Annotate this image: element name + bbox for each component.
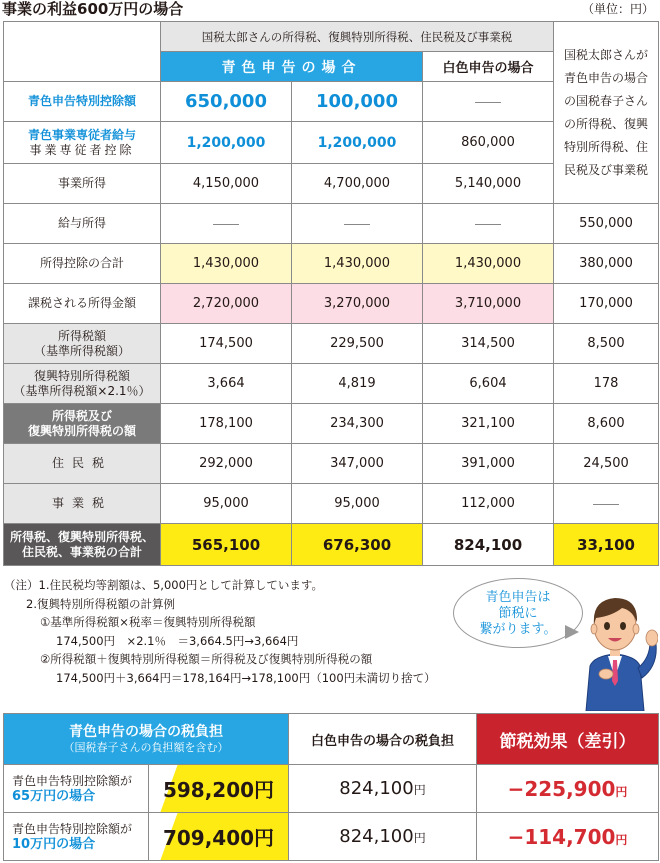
cell-value: 380,000 — [554, 244, 659, 284]
cell-value: 4,700,000 — [292, 164, 423, 204]
blue-burden-title: 青色申告の場合の税負担 — [69, 724, 223, 740]
row-label: 事業税 — [4, 484, 161, 524]
row-label-line: 青色事業専従者給与 — [27, 127, 136, 142]
cell-value: 112,000 — [423, 484, 554, 524]
cell-value: 292,000 — [161, 444, 292, 484]
blue-burden-value: 598,200 — [162, 778, 255, 802]
cell-value: 6,604 — [423, 364, 554, 404]
yen-unit: 円 — [413, 831, 426, 845]
case-label-line: 青色申告特別控除額が — [12, 773, 133, 788]
saving-value: −225,900 — [507, 776, 616, 801]
cell-value: 2,720,000 — [161, 284, 292, 324]
blue-burden-value: 709,400 — [162, 826, 255, 850]
row-label: 所得控除の合計 — [4, 244, 161, 284]
white-return-header: 白色申告の場合 — [423, 52, 554, 82]
cell-value: 95,000 — [161, 484, 292, 524]
tax-comparison-table — [3, 21, 659, 566]
cell-value: 4,150,000 — [161, 164, 292, 204]
blue-burden-header — [4, 714, 289, 765]
saving-effect-header: 節税効果（差引） — [477, 714, 659, 765]
dash-mark — [475, 102, 501, 103]
case-label-line: 青色申告特別控除額が — [12, 821, 133, 836]
row-label: 課税される所得金額 — [4, 284, 161, 324]
row-label: 事業所得 — [4, 164, 161, 204]
row-label-line: 住民税、事業税の合計 — [21, 544, 142, 559]
dash-mark — [593, 504, 619, 505]
note-line: 2.復興特別所得税額の計算例 — [26, 596, 175, 611]
page-title: 事業の利益600万円の場合 — [2, 0, 184, 18]
cell-value: 650,000 — [161, 82, 292, 122]
corner-cell — [4, 22, 161, 82]
white-burden-value: 824,100 — [339, 826, 414, 847]
cell-value: 1,200,000 — [292, 122, 423, 164]
note-line: 174,500円 ×2.1％ ＝3,664.5円→3,664円 — [56, 633, 299, 648]
unit-label: （単位：円） — [581, 2, 654, 16]
white-burden-cell — [289, 765, 477, 813]
side-header-line: 国税太郎さんが — [564, 47, 649, 62]
note-line: （注）1.住民税均等割額は、5,000円として計算しています。 — [4, 578, 323, 592]
cell-value: 347,000 — [292, 444, 423, 484]
yen-unit: 円 — [615, 784, 628, 799]
cell-value: 3,710,000 — [423, 284, 554, 324]
cell-value: 860,000 — [423, 122, 554, 164]
dash-cell — [554, 484, 659, 524]
yen-unit: 円 — [254, 778, 275, 802]
saving-cell — [477, 765, 659, 813]
row-label: 給与所得 — [4, 204, 161, 244]
cell-value: 314,500 — [423, 324, 554, 364]
cell-value: 24,500 — [554, 444, 659, 484]
row-label: 住民税 — [4, 444, 161, 484]
cell-value: 391,000 — [423, 444, 554, 484]
cell-value: 1,430,000 — [292, 244, 423, 284]
speech-bubble — [453, 578, 583, 648]
blue-burden-subtitle: （国税春子さんの負担額を含む） — [63, 741, 229, 754]
row-label-line: 復興特別所得税額 — [33, 368, 130, 383]
side-header-line: の所得税、復興 — [564, 116, 649, 131]
white-burden-header: 白色申告の場合の税負担 — [289, 714, 477, 765]
side-header-line: 青色申告の場合 — [564, 70, 649, 85]
case-label-line: 10万円の場合 — [12, 836, 96, 852]
cell-value: 1,200,000 — [161, 122, 292, 164]
white-burden-cell — [289, 813, 477, 861]
cell-value: 3,664 — [161, 364, 292, 404]
total-cell: 33,100 — [554, 524, 659, 566]
saving-cell — [477, 813, 659, 861]
cell-value: 321,100 — [423, 404, 554, 444]
cell-value: 550,000 — [554, 204, 659, 244]
row-label-line: 所得税、復興特別所得税、 — [9, 529, 154, 544]
dash-cell — [423, 82, 554, 122]
row-label-line: 所得税額 — [57, 328, 106, 343]
notes — [4, 576, 436, 688]
row-label — [4, 324, 161, 364]
cell-value: 100,000 — [292, 82, 423, 122]
cell-value: 3,270,000 — [292, 284, 423, 324]
note-line: ②所得税額＋復興特別所得税額＝所得税及び復興特別所得税の額 — [40, 652, 373, 667]
row-label-line: 復興特別所得税の額 — [27, 423, 136, 438]
row-label: 青色申告特別控除額 — [4, 82, 161, 122]
dash-cell — [292, 204, 423, 244]
blue-burden-cell — [149, 813, 289, 861]
blue-return-header: 青色申告の場合 — [161, 52, 423, 82]
yen-unit: 円 — [413, 783, 426, 797]
businessman-illustration — [572, 586, 658, 711]
case-label-line: 65万円の場合 — [12, 788, 96, 804]
dash-mark — [344, 224, 370, 225]
row-label — [4, 524, 161, 566]
saving-value: −114,700 — [507, 824, 616, 849]
cell-value: 5,140,000 — [423, 164, 554, 204]
side-header-line: の国税春子さん — [564, 93, 649, 108]
bubble-line: 繋がります。 — [479, 622, 557, 637]
dash-mark — [213, 224, 239, 225]
cell-value: 1,430,000 — [161, 244, 292, 284]
yen-unit: 円 — [254, 826, 275, 850]
yen-unit: 円 — [615, 832, 628, 847]
cell-value: 178,100 — [161, 404, 292, 444]
total-cell: 676,300 — [292, 524, 423, 566]
row-label — [4, 364, 161, 404]
total-cell: 824,100 — [423, 524, 554, 566]
row-label-line: 所得税及び — [51, 408, 112, 423]
cell-value: 174,500 — [161, 324, 292, 364]
case-label — [4, 765, 149, 813]
cell-value: 8,500 — [554, 324, 659, 364]
side-header-line: 民税及び事業税 — [564, 162, 649, 177]
bubble-line: 節税に — [498, 606, 538, 621]
row-label — [4, 404, 161, 444]
dash-cell — [423, 204, 554, 244]
note-line: 174,500円＋3,664円＝178,164円→178,100円（100円未満切り捨て） — [56, 670, 436, 685]
side-header — [554, 22, 659, 204]
cell-value: 1,430,000 — [423, 244, 554, 284]
row-label — [4, 122, 161, 164]
note-line: ①基準所得税額×税率＝復興特別所得税額 — [40, 615, 256, 630]
row-label-line: （基準所得税額×2.1％） — [13, 383, 151, 398]
cell-value: 95,000 — [292, 484, 423, 524]
cell-value: 170,000 — [554, 284, 659, 324]
case-label — [4, 813, 149, 861]
cell-value: 4,819 — [292, 364, 423, 404]
cell-value: 229,500 — [292, 324, 423, 364]
cell-value: 178 — [554, 364, 659, 404]
dash-mark — [475, 224, 501, 225]
cell-value: 234,300 — [292, 404, 423, 444]
tax-burden-summary-table — [3, 713, 659, 861]
dash-cell — [161, 204, 292, 244]
blue-burden-cell — [149, 765, 289, 813]
row-label-line: 事業専従者控除 — [29, 142, 135, 157]
total-cell: 565,100 — [161, 524, 292, 566]
white-burden-value: 824,100 — [339, 778, 414, 799]
cell-value: 8,600 — [554, 404, 659, 444]
bubble-line: 青色申告は — [485, 590, 551, 605]
group-header: 国税太郎さんの所得税、復興特別所得税、住民税及び事業税 — [161, 22, 554, 52]
row-label-line: （基準所得税額） — [33, 343, 130, 358]
side-header-line: 特別所得税、住 — [564, 139, 649, 154]
